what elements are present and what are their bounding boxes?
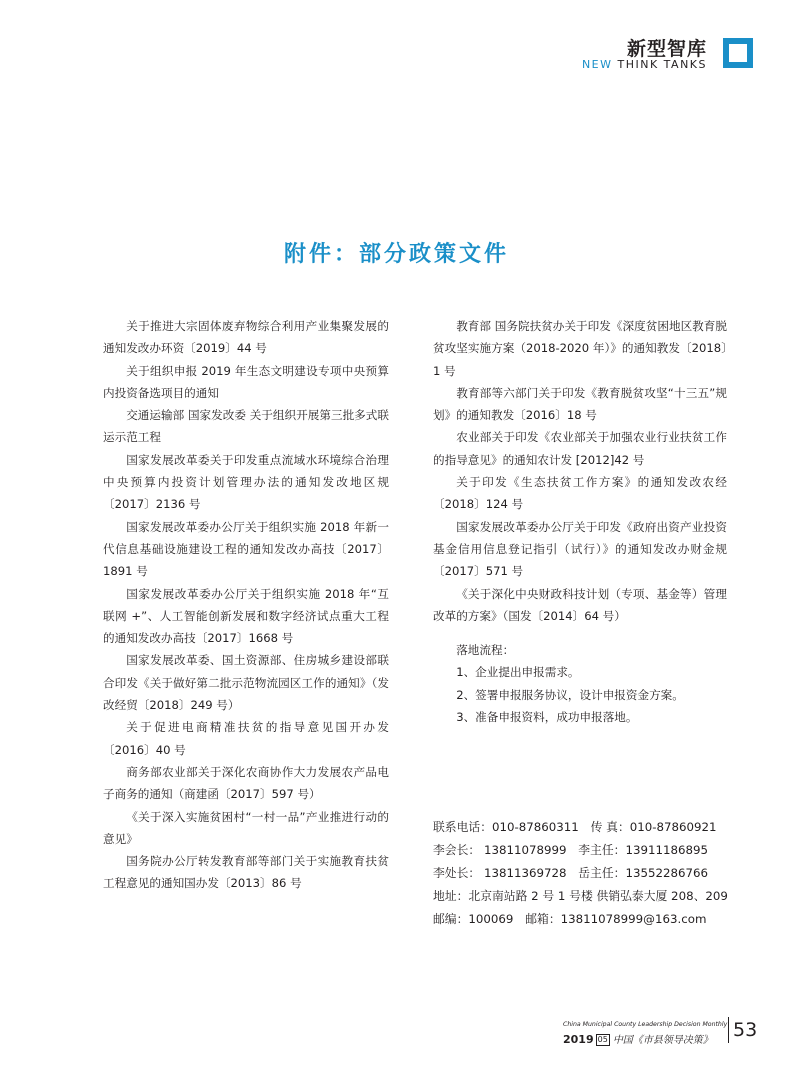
footer-magazine-en: China Municipal County Leadership Decision Monthly xyxy=(563,1021,728,1028)
policy-item: 关于促进电商精准扶贫的指导意见国开办发〔2016〕40 号 xyxy=(103,720,389,757)
contact-block xyxy=(433,816,728,931)
right-column xyxy=(433,315,727,728)
contact-email-line: 邮编：100069 邮箱：13811078999@163.com xyxy=(433,912,707,927)
policy-item: 关于推进大宗固体废弃物综合利用产业集聚发展的通知发改办环资〔2019〕44 号 xyxy=(103,319,389,356)
footer-issue-line xyxy=(563,1031,713,1046)
policy-item: 国家发展改革委办公厅关于组织实施 2018 年新一代信息基础设施建设工程的通知发改办高技〔2017〕1891 号 xyxy=(103,519,389,579)
section-title-cn: 新型智库 xyxy=(626,38,707,60)
policy-item: 关于组织申报 2019 年生态文明建设专项中央预算内投资备选项目的通知 xyxy=(103,363,389,400)
process-section xyxy=(433,639,727,728)
policy-item: 国家发展改革委关于印发重点流域水环境综合治理中央预算内投资计划管理办法的通知发改地区规〔2017〕2136 号 xyxy=(103,452,389,512)
contact-phone-line: 联系电话：010-87860311 传 真：010-87860921 xyxy=(433,820,717,834)
process-step: 1、企业提出申报需求。 xyxy=(456,665,580,680)
policy-item: 《关于深化中央财政科技计划（专项、基金等）管理改革的方案》（国发〔2014〕64 号） xyxy=(433,586,727,623)
process-step: 3、准备申报资料，成功申报落地。 xyxy=(456,710,638,725)
contact-address: 地址：北京南站路 2 号 1 号楼 供销弘泰大厦 208、209 xyxy=(433,889,728,904)
policy-item: 教育部等六部门关于印发《教育脱贫攻坚“十三五”规划》的通知教发〔2016〕18 号 xyxy=(433,385,727,423)
policy-item: 《关于深入实施贫困村“一村一品”产业推进行动的意见》 xyxy=(103,809,389,846)
section-title-en-rest: THINK TANKS xyxy=(612,58,707,71)
contact-line: 李处长： 13811369728 岳主任：13552286766 xyxy=(433,866,709,881)
policy-item: 教育部 国务院扶贫办关于印发《深度贫困地区教育脱贫攻坚实施方案（2018-2020 年）》的通知教发〔2018〕1 号 xyxy=(433,319,727,378)
footer-year: 2019 xyxy=(563,1033,594,1046)
process-heading: 落地流程： xyxy=(456,643,515,658)
policy-item: 农业部关于印发《农业部关于加强农业行业扶贫工作的指导意见》的通知农计发 [2012]42 号 xyxy=(433,430,727,467)
policy-item: 国家发展改革委办公厅关于印发《政府出资产业投资基金信用信息登记指引（试行）》的通知发改办财金规〔2017〕571 号 xyxy=(433,519,727,579)
section-title-en xyxy=(582,58,707,71)
policy-item: 商务部农业部关于深化农商协作大力发展农产品电子商务的通知（商建函〔2017〕597 号） xyxy=(103,764,389,802)
section-logo-box xyxy=(723,38,753,68)
process-step: 2、签署申报服务协议，设计申报资金方案。 xyxy=(456,687,684,702)
section-title-en-accent: NEW xyxy=(581,58,613,71)
policy-item: 国家发展改革委、国土资源部、住房城乡建设部联合印发《关于做好第二批示范物流园区工作的通知》（发改经贸〔2018〕249 号） xyxy=(103,653,389,713)
footer-issue: 05 xyxy=(597,1035,608,1044)
page-number: 53 xyxy=(728,1017,761,1043)
policy-item: 关于印发《生态扶贫工作方案》的通知发改农经〔2018〕124 号 xyxy=(433,475,727,512)
footer-magazine-cn: 中国《市县领导决策》 xyxy=(612,1035,713,1046)
left-column xyxy=(103,315,389,895)
policy-item: 国务院办公厅转发教育部等部门关于实施教育扶贫工程意见的通知国办发〔2013〕86 号 xyxy=(103,854,389,891)
policy-item: 国家发展改革委办公厅关于组织实施 2018 年“互联网 +”、人工智能创新发展和数字经济试点重大工程的通知发改办高技〔2017〕1668 号 xyxy=(103,586,389,646)
contact-line: 李会长： 13811078999 李主任：13911186895 xyxy=(433,843,709,858)
policy-item: 交通运输部 国家发改委 关于组织开展第三批多式联运示范工程 xyxy=(103,408,389,445)
page-title: 附件：部分政策文件 xyxy=(283,242,509,267)
